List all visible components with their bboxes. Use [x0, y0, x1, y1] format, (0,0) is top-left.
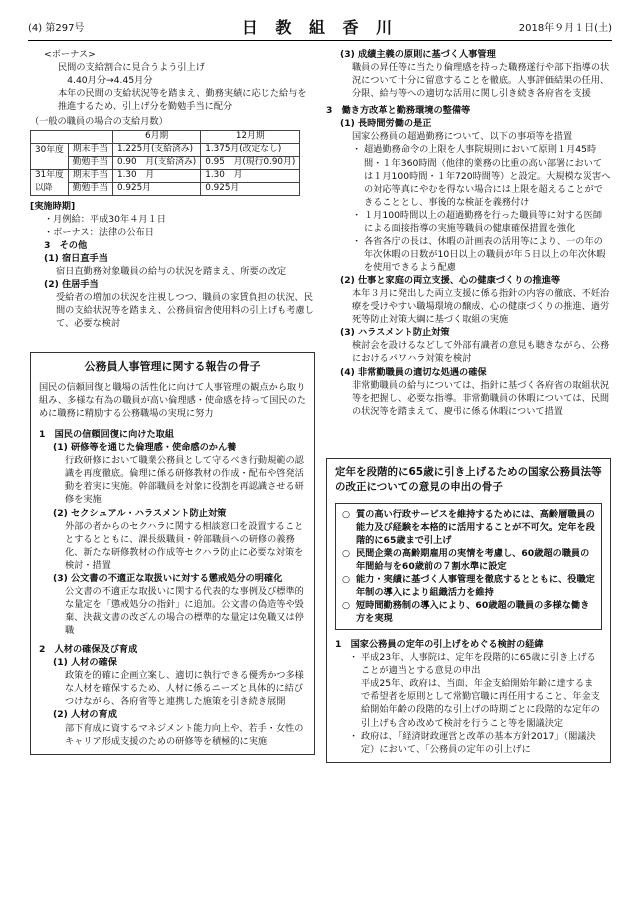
payment-table	[30, 130, 300, 195]
table-cell: 31年度	[31, 170, 69, 183]
table-row	[31, 170, 300, 183]
table-cell: 30年度	[31, 144, 69, 157]
report-sec2-2-text: 部下育成に資するマネジメント能力向上や、若手・女性のキャリア形成支援のための研修等を積極的に実施	[65, 722, 304, 747]
table-cell	[31, 157, 69, 170]
table-cell: 以降	[31, 182, 69, 195]
report-sec1-3-title: (3) 公文書の不適正な取扱いに対する懲戒処分の明確化	[53, 572, 283, 584]
merit-title: (3) 成績主義の原則に基づく人事管理	[340, 49, 496, 60]
housing-text: 受給者の増加の状況を注視しつつ、職員の家賃負担の状況、民間の支給状況等を踏まえ、公務員宿舎使用料の引上げも考慮して、必要な検討	[56, 292, 314, 330]
table-cell: 勤勉手当	[68, 157, 112, 170]
table-cell: 1.225月(支給済み)	[113, 144, 201, 157]
bonus-text: 民間の支給割合に見合うよう引上げ 4.40月分→4.45月分 本年の民間の支給状況等を踏まえ、勤務実績に応じた給与を推進するため、引上げ分を勤勉手当に配分	[58, 62, 307, 113]
left-column	[30, 48, 315, 755]
history-title: 1 国家公務員の定年の引上げをめぐる検討の経緯	[335, 639, 544, 651]
list-item: ・ 各省各庁の長は、休暇の計画表の活用等により、一の年の年次休暇の日数が10日以上の職員が年５日以上の年次休暇を使用できるよう配慮	[352, 235, 606, 273]
history-body	[335, 651, 602, 756]
report-sec1-1-text: 行政研修において職業公務員として守るべき行動規範の認識を再度徹底。倫理に係る研修教材の作成・配布や啓発活動を着実に実施。幹部職員を対象に役割を再認識させる研修を実施	[65, 455, 304, 506]
report-sec2-2-title: (2) 人材の育成	[53, 709, 117, 721]
bonus-section	[30, 48, 315, 113]
retirement-box	[326, 458, 611, 763]
table-cell: 1.30 月	[201, 170, 300, 183]
harassment-title: (3) ハラスメント防止対策	[340, 327, 450, 339]
right-column	[326, 48, 611, 763]
table-cell: 0.925月	[201, 182, 300, 195]
table-cell: 勤勉手当	[68, 182, 112, 195]
merit-text: 職員の昇任等に当たり倫理感を持った職務遂行や部下指導の状況について十分に留意することを徹底。人事評価結果の任用、分限、給与等への適切な活用に関し引き続き各府省を支援	[352, 62, 610, 100]
list-item: ・ 平成23年、人事院は、定年を段階的に65歳に引き上げることが適当とする意見の申出	[349, 652, 596, 677]
table-row	[31, 157, 300, 170]
table-row	[31, 182, 300, 195]
night-duty-title: (1) 宿日直手当	[44, 253, 108, 264]
list-item: ・ 政府は、「経済財政運営と改革の基本方針2017」（閣議決定）において、「公務員の定年の引上げに	[349, 730, 596, 755]
table-cell: 1.30 月	[113, 170, 201, 183]
table-cell: 期末手当	[68, 170, 112, 183]
parttime-text: 非常勤職員の給与については、指針に基づく各府省の取組状況等を把握し、必要な指導。非常勤職員の休暇については、民間の状況等を踏まえて、慶弔に係る休暇について措置	[352, 379, 610, 417]
report-sec1-2-title: (2) セクシュアル・ハラスメント防止対策	[53, 507, 227, 519]
list-item: ・ 超過勤務命令の上限を人事院規則において原則１月45時間・１年360時間（他律的業務の比重の高い部署においては１月100時間・１年720時間等）と設定。大規模な災害への対応等真にやむを得ない場合には上限を超えることができることとし、事後的な検証を義務付け	[352, 144, 611, 208]
newspaper-title: 日 教 組 香 川	[241, 18, 399, 37]
issue-number: (4) 第297号	[28, 23, 85, 34]
retirement-title: 定年を段階的に65歳に引き上げるための国家公務員法等の改正についての意見の申出の骨子	[335, 465, 602, 493]
table-cell: 期末手当	[68, 144, 112, 157]
report-box	[30, 352, 315, 754]
overtime-title: (1) 長時間労働の是正	[340, 118, 432, 130]
report-intro: 国民の信頼回復と職場の活性化に向けて人事管理の観点から取り組み、多様な有為の職員が高い倫理感・使命感を持って国民のために職務に精励する公務職場の実現に努力	[39, 381, 306, 420]
balance-title: (2) 仕事と家庭の両立支援、心の健康づくりの推進等	[340, 275, 561, 287]
table-header-cell: 12月期	[201, 131, 300, 144]
report-sec2-1-title: (1) 人材の確保	[53, 657, 117, 669]
bonus-title: <ボーナス>	[44, 49, 96, 60]
balance-text: 本年３月に発出した両立支援に係る指針の内容の徹底、不妊治療を受けやすい職場環境の醸成、心の健康づくりの推進、過労死等防止対策大綱に基づく取組の実施	[352, 288, 610, 326]
history-continued: 平成25年、政府は、当面、年金支給開始年齢に達するまで希望者を原則として常勤官職に再任用すること、年金支給開始年齢の段階的な引上げの時期ごとに段階的な定年の引上げも含め改めて検討を行うこと等を閣議決定	[361, 678, 600, 729]
page-header	[28, 18, 612, 41]
table-cell: 0.925月	[113, 182, 201, 195]
list-item: ○ 能力・実績に基づく人事管理を徹底するとともに、役職定年制の導入により組織活力を維持	[342, 573, 595, 598]
schedule-item: ・月例給：平成30年４月１日	[44, 213, 166, 225]
parttime-title: (4) 非常勤職員の適切な処遇の確保	[340, 366, 487, 378]
list-item: ○ 民間企業の高齢期雇用の実情を考慮し、60歳超の職員の年間給与を60歳前の７割水準に設定	[342, 547, 590, 572]
report-sec1-title: 1 国民の信頼回復に向けた取組	[39, 429, 175, 441]
summary-box	[335, 503, 602, 631]
other-section-title: 3 その他	[44, 239, 88, 251]
report-sec2-1-text: 政策を的確に企画立案し、適切に執行できる優秀かつ多様な人材を確保するため、人材に係るニーズと具体的に結びつけながら、各府省等と連携した施策を引き続き展開	[65, 670, 304, 708]
table-cell: 0.90 月(支給済み)	[113, 157, 201, 170]
table-header-row	[31, 131, 300, 144]
list-item: ○ 短時間勤務制の導入により、60歳超の職員の多様な働き方を実現	[342, 600, 590, 625]
housing-title: (2) 住居手当	[44, 279, 99, 291]
schedule-title: [実施時期]	[30, 200, 76, 212]
list-item: ・ １月100時間以上の超過勤務を行った職員等に対する医師による面接指導の実施等職員の健康確保措置を強化	[352, 209, 603, 234]
report-sec1-1-title: (1) 研修等を通じた倫理感・使命感のかん養	[53, 442, 237, 454]
issue-date: 2018年９月１日(土)	[518, 23, 612, 34]
table-header-cell	[31, 131, 113, 144]
report-sec2-title: 2 人材の確保及び育成	[39, 644, 138, 656]
overtime-intro: 国家公務員の超過勤務について、以下の事項等を措置	[352, 131, 573, 143]
table-caption: （一般の職員の場合の支給月数）	[30, 116, 168, 128]
harassment-text: 検討会を設けるなどして外部有識者の意見も聴きながら、公務におけるパワハラ対策を検討	[352, 340, 610, 365]
workstyle-title: 3 働き方改革と勤務環境の整備等	[326, 105, 471, 117]
report-title: 公務員人事管理に関する報告の骨子	[84, 360, 261, 374]
schedule-item: ・ボーナス：法律の公布日	[44, 226, 154, 238]
report-sec1-2-text: 外部の者からのセクハラに関する相談窓口を設置することとするとともに、課長級職員・幹部職員への研修の義務化、新たな研修教材の作成等セクハラ防止に必要な対策を検討・措置	[65, 520, 304, 571]
table-cell: 1.375月(改定なし)	[201, 144, 300, 157]
night-duty-text: 宿日直勤務対象職員の給与の状況を踏まえ、所要の改定	[56, 266, 287, 278]
report-sec1-3-text: 公文書の不適正な取扱いに関する代表的な事例及び標準的な量定を「懲戒処分の指針」に追加。公文書の偽造等や毀棄、決裁文書の改ざんの場合の標準的な量定は免職又は停職	[65, 585, 304, 637]
table-header-cell: 6月期	[113, 131, 201, 144]
table-cell: 0.95 月(現行0.90月)	[201, 157, 300, 170]
overtime-bullets	[326, 143, 611, 274]
list-item: ○ 質の高い行政サービスを維持するためには、高齢層職員の能力及び経験を本格的に活用することが不可欠。定年を段階的に65歳まで引上げ	[342, 508, 595, 546]
table-row	[31, 144, 300, 157]
